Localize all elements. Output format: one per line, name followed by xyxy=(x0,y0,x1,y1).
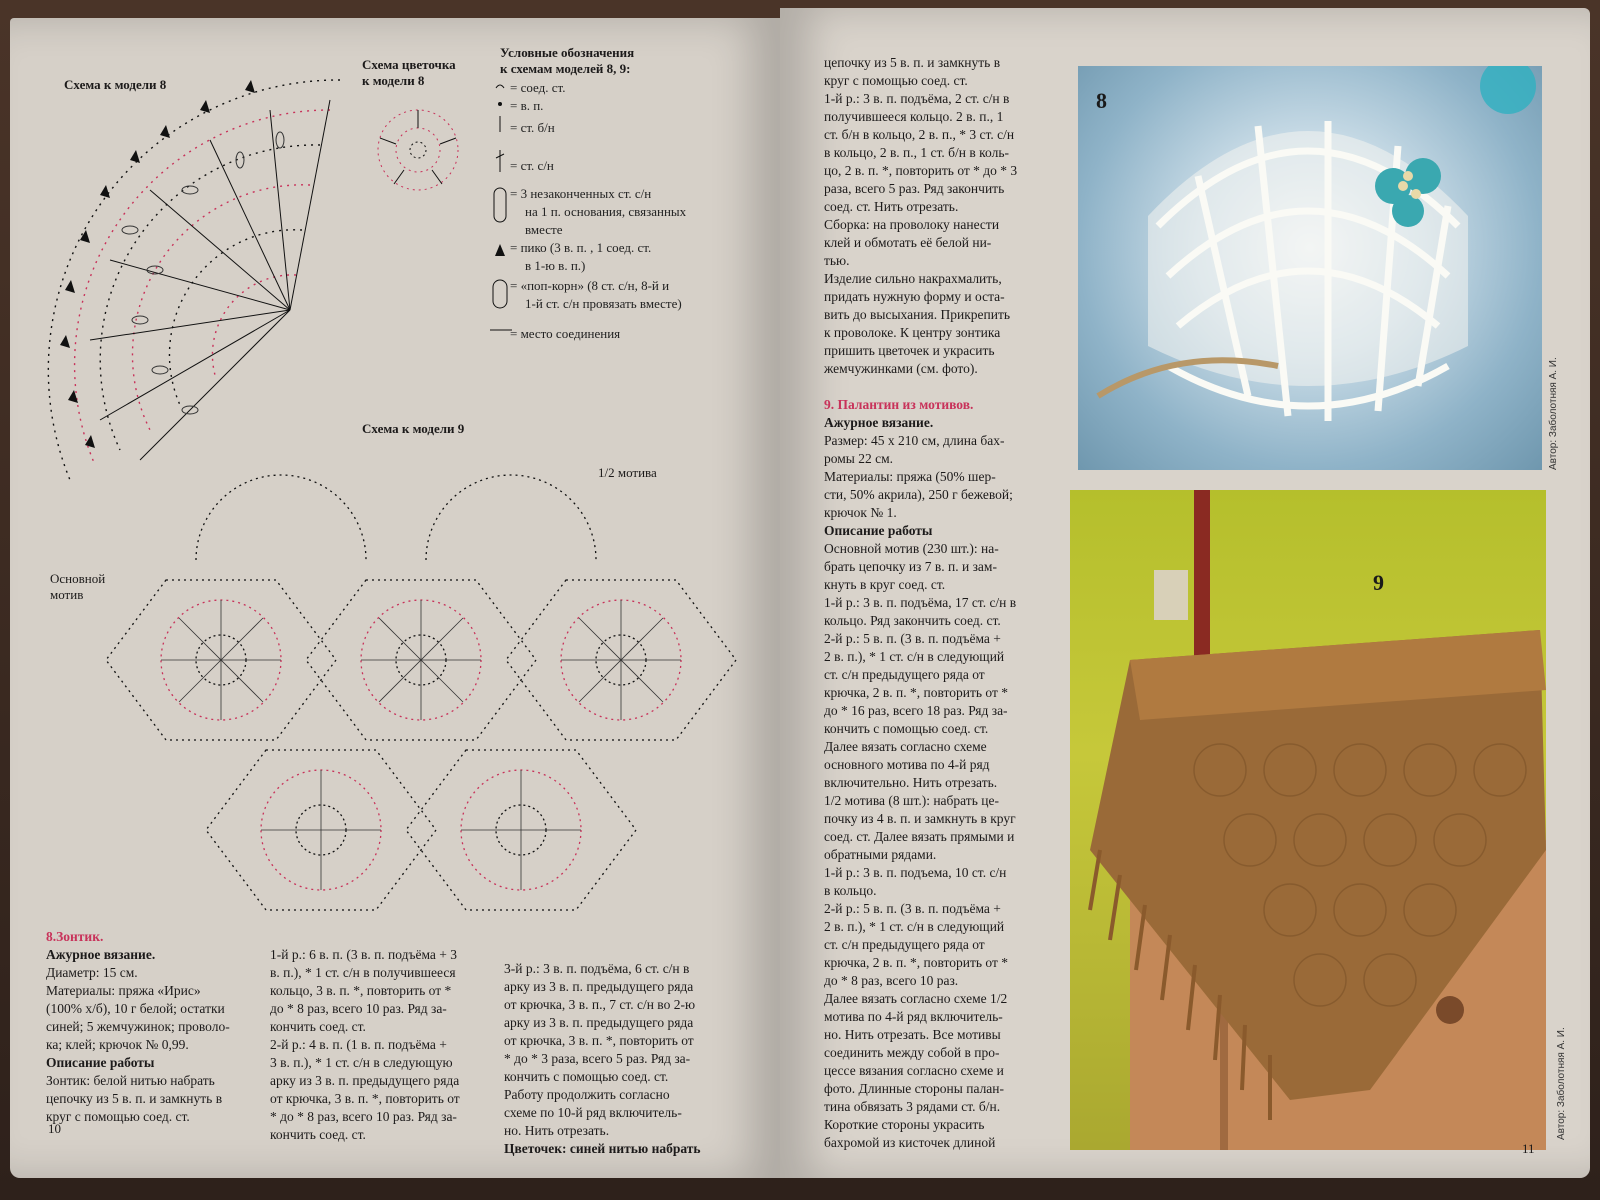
col2-line: * до * 8 раз, всего 10 раз. Ряд за- xyxy=(270,1109,457,1124)
right-line: ромы 22 см. xyxy=(824,451,894,466)
right-line: 1-й р.: 3 в. п. подъёма, 17 ст. с/н в xyxy=(824,595,1017,610)
right-line: крючка, 2 в. п. *, повторить от * xyxy=(824,685,1008,700)
right-line: 1-й р.: 3 в. п. подъема, 10 ст. с/н xyxy=(824,865,1007,880)
legend-title-line2: к схемам моделей 8, 9: xyxy=(500,61,631,76)
right-line: кольцо. Ряд закончить соед. ст. xyxy=(824,613,1001,628)
right-line: цепочку из 5 в. п. и замкнуть в xyxy=(824,55,1001,70)
legend-single-crochet: = ст. б/н xyxy=(510,120,555,135)
legend-symbols xyxy=(490,80,512,350)
right-line: в кольцо, 2 в. п., 1 ст. б/н в коль- xyxy=(824,145,1009,160)
model8-materials-1: Материалы: пряжа «Ирис» xyxy=(46,983,201,998)
right-line: Далее вязать согласно схеме xyxy=(824,739,987,754)
scheme9-diagram xyxy=(46,470,746,930)
right-line: 2 в. п.), * 1 ст. с/н в следующий xyxy=(824,649,1005,664)
legend-join-point: = место соединения xyxy=(510,326,621,341)
umbrella-illustration xyxy=(1078,66,1542,470)
right-line: кончить с помощью соед. ст. xyxy=(824,721,989,736)
right-line: пришить цветочек и украсить xyxy=(824,343,995,358)
right-line: клей и обмотать её белой ни- xyxy=(824,235,992,250)
right-line: круг с помощью соед. ст. xyxy=(824,73,968,88)
scheme8-diagram xyxy=(40,70,370,490)
right-line: цессе вязания согласно схеме и xyxy=(824,1063,1004,1078)
shawl-illustration xyxy=(1070,490,1546,1150)
right-line: ст. с/н предыдущего ряда от xyxy=(824,667,985,682)
right-line: 1/2 мотива (8 шт.): набрать це- xyxy=(824,793,999,808)
right-line: Далее вязать согласно схеме 1/2 xyxy=(824,991,1008,1006)
right-line: до * 8 раз, всего 10 раз. xyxy=(824,973,959,988)
right-line: соед. ст. Нить отрезать. xyxy=(824,199,959,214)
model9-title: 9. Палантин из мотивов. xyxy=(824,397,974,412)
col2-line: в. п.), * 1 ст. с/н в получившееся xyxy=(270,965,456,980)
right-line: к проволоке. К центру зонтика xyxy=(824,325,1001,340)
model8-text-1: Зонтик: белой нитью набрать xyxy=(46,1073,215,1088)
legend-double-crochet: = ст. с/н xyxy=(510,158,554,173)
photo-model8 xyxy=(1078,66,1542,470)
model9-description-heading: Описание работы xyxy=(824,523,933,538)
right-line: до * 16 раз, всего 18 раз. Ряд за- xyxy=(824,703,1008,718)
model8-materials-3: синей; 5 жемчужинок; проволо- xyxy=(46,1019,230,1034)
right-line: ст. с/н предыдущего ряда от xyxy=(824,937,985,952)
col3-line: арку из 3 в. п. предыдущего ряда xyxy=(504,1015,694,1030)
right-line: придать нужную форму и оста- xyxy=(824,289,1005,304)
right-line: сти, 50% акрила), 250 г бежевой; xyxy=(824,487,1013,502)
right-line: обратными рядами. xyxy=(824,847,937,862)
right-line: Короткие стороны украсить xyxy=(824,1117,985,1132)
col2-line: 3 в. п.), * 1 ст. с/н в следующую xyxy=(270,1055,453,1070)
col2-line: 2-й р.: 4 в. п. (1 в. п. подъёма + xyxy=(270,1037,447,1052)
right-text-column xyxy=(824,54,1056,1152)
legend-chain: = в. п. xyxy=(510,98,544,113)
right-line: в кольцо. xyxy=(824,883,877,898)
col3-line: * до * 3 раза, всего 5 раз. Ряд за- xyxy=(504,1051,691,1066)
legend-cluster-cont1: на 1 п. основания, связанных xyxy=(525,204,687,219)
right-line: фото. Длинные стороны палан- xyxy=(824,1081,1005,1096)
photo8-label: 8 xyxy=(1096,88,1107,113)
col3-line: от крючка, 3 в. п., 7 ст. с/н во 2-ю xyxy=(504,997,696,1012)
right-line: соед. ст. Далее вязать прямыми и xyxy=(824,829,1015,844)
right-line: получившееся кольцо. 2 в. п., 1 xyxy=(824,109,1004,124)
col2-line: от крючка, 3 в. п. *, повторить от xyxy=(270,1091,460,1106)
main-motif-label-line2: мотив xyxy=(50,587,84,602)
right-line: тина обвязать 3 рядами ст. б/н. xyxy=(824,1099,1001,1114)
right-line: кнуть в круг соед. ст. xyxy=(824,577,946,592)
right-line: Материалы: пряжа (50% шер- xyxy=(824,469,996,484)
col2-line: кончить соед. ст. xyxy=(270,1127,366,1142)
photo9-author: Автор: Заболотняя А. И. xyxy=(1556,1027,1567,1140)
right-line: тью. xyxy=(824,253,850,268)
legend-popcorn-cont: 1-й ст. с/н провязать вместе) xyxy=(525,296,682,311)
col2-line: арку из 3 в. п. предыдущего ряда xyxy=(270,1073,460,1088)
right-line: 2 в. п.), * 1 ст. с/н в следующий xyxy=(824,919,1005,934)
col3-line: от крючка, 3 в. п. *, повторить от xyxy=(504,1033,694,1048)
scheme8-title: Схема к модели 8 xyxy=(64,77,167,92)
right-line: ст. б/н в кольцо, 2 в. п., * 3 ст. с/н xyxy=(824,127,1015,142)
model8-text-2: цепочку из 5 в. п. и замкнуть в xyxy=(46,1091,223,1106)
flower-diagram xyxy=(368,100,468,200)
legend-title-line1: Условные обозначения xyxy=(500,45,635,60)
col3-line: арку из 3 в. п. предыдущего ряда xyxy=(504,979,694,994)
model8-materials-2: (100% х/б), 10 г белой; остатки xyxy=(46,1001,225,1016)
model8-text-3: круг с помощью соед. ст. xyxy=(46,1109,190,1124)
right-line: брать цепочку из 7 в. п. и зам- xyxy=(824,559,997,574)
right-line: соединить между собой в про- xyxy=(824,1045,1000,1060)
right-line: 2-й р.: 5 в. п. (3 в. п. подъёма + xyxy=(824,901,1001,916)
left-column-2 xyxy=(270,946,485,1144)
photo-model9 xyxy=(1070,490,1546,1150)
right-line: крючок № 1. xyxy=(824,505,897,520)
right-line: Основной мотив (230 шт.): на- xyxy=(824,541,999,556)
col2-line: кончить соед. ст. xyxy=(270,1019,366,1034)
legend-popcorn: = «поп-корн» (8 ст. с/н, 8-й и xyxy=(510,278,670,293)
spacer xyxy=(824,378,1056,396)
model8-description-heading: Описание работы xyxy=(46,1055,155,1070)
scheme9-title: Схема к модели 9 xyxy=(362,421,465,436)
right-line: мотива по 4-й ряд включитель- xyxy=(824,1009,1003,1024)
left-column-1 xyxy=(46,928,246,1126)
right-line: Изделие сильно накрахмалить, xyxy=(824,271,1002,286)
left-column-3 xyxy=(504,960,744,1158)
right-line: цо, 2 в. п. *, повторить от * до * 3 xyxy=(824,163,1018,178)
col2-line: кольцо, 3 в. п. *, повторить от * xyxy=(270,983,452,998)
col3-line: Работу продолжить согласно xyxy=(504,1087,670,1102)
col2-line: 1-й р.: 6 в. п. (3 в. п. подъёма + 3 xyxy=(270,947,458,962)
col3-line: но. Нить отрезать. xyxy=(504,1123,610,1138)
right-line: раза, всего 5 раз. Ряд закончить xyxy=(824,181,1005,196)
model8-diameter: Диаметр: 15 см. xyxy=(46,965,138,980)
col3-line: 3-й р.: 3 в. п. подъёма, 6 ст. с/н в xyxy=(504,961,690,976)
right-line: 2-й р.: 5 в. п. (3 в. п. подъёма + xyxy=(824,631,1001,646)
legend-picot-cont: в 1-ю в. п.) xyxy=(525,258,586,273)
legend-cluster-cont2: вместе xyxy=(525,222,563,237)
right-line: 1-й р.: 3 в. п. подъёма, 2 ст. с/н в xyxy=(824,91,1010,106)
right-line: основного мотива по 4-й ряд xyxy=(824,757,990,772)
model8-technique: Ажурное вязание. xyxy=(46,947,156,962)
photo8-author: Автор: Заболотняя А. И. xyxy=(1548,357,1559,470)
main-motif-label-line1: Основной xyxy=(50,571,106,586)
right-line: жемчужинками (см. фото). xyxy=(824,361,978,376)
flower-title-line2: к модели 8 xyxy=(362,73,425,88)
right-line: бахромой из кисточек длиной xyxy=(824,1135,996,1150)
legend-picot: = пико (3 в. п. , 1 соед. ст. xyxy=(510,240,652,255)
right-page-number: 11 xyxy=(1522,1141,1535,1156)
right-line: крючка, 2 в. п. *, повторить от * xyxy=(824,955,1008,970)
right-line: Сборка: на проволоку нанести xyxy=(824,217,1000,232)
flower-title-line1: Схема цветочка xyxy=(362,57,456,72)
col3-flower-heading: Цветочек: синей нитью набрать xyxy=(504,1141,701,1156)
col3-line: кончить с помощью соед. ст. xyxy=(504,1069,669,1084)
legend-cluster: = 3 незаконченных ст. с/н xyxy=(510,186,652,201)
right-line: Размер: 45 х 210 см, длина бах- xyxy=(824,433,1005,448)
right-line: включительно. Нить отрезать. xyxy=(824,775,998,790)
model9-technique: Ажурное вязание. xyxy=(824,415,934,430)
legend-slip-stitch: = соед. ст. xyxy=(510,80,566,95)
right-line: вить до высыхания. Прикрепить xyxy=(824,307,1011,322)
col2-line: до * 8 раз, всего 10 раз. Ряд за- xyxy=(270,1001,447,1016)
half-motif-label: 1/2 мотива xyxy=(598,465,657,480)
right-line: почку из 4 в. п. и замкнуть в круг xyxy=(824,811,1016,826)
photo9-label: 9 xyxy=(1373,570,1384,595)
col3-line: схеме по 10-й ряд включитель- xyxy=(504,1105,682,1120)
model8-title: 8.Зонтик. xyxy=(46,929,104,944)
model8-materials-4: ка; клей; крючок № 0,99. xyxy=(46,1037,189,1052)
left-page-number: 10 xyxy=(48,1121,61,1136)
right-line: но. Нить отрезать. Все мотивы xyxy=(824,1027,1001,1042)
